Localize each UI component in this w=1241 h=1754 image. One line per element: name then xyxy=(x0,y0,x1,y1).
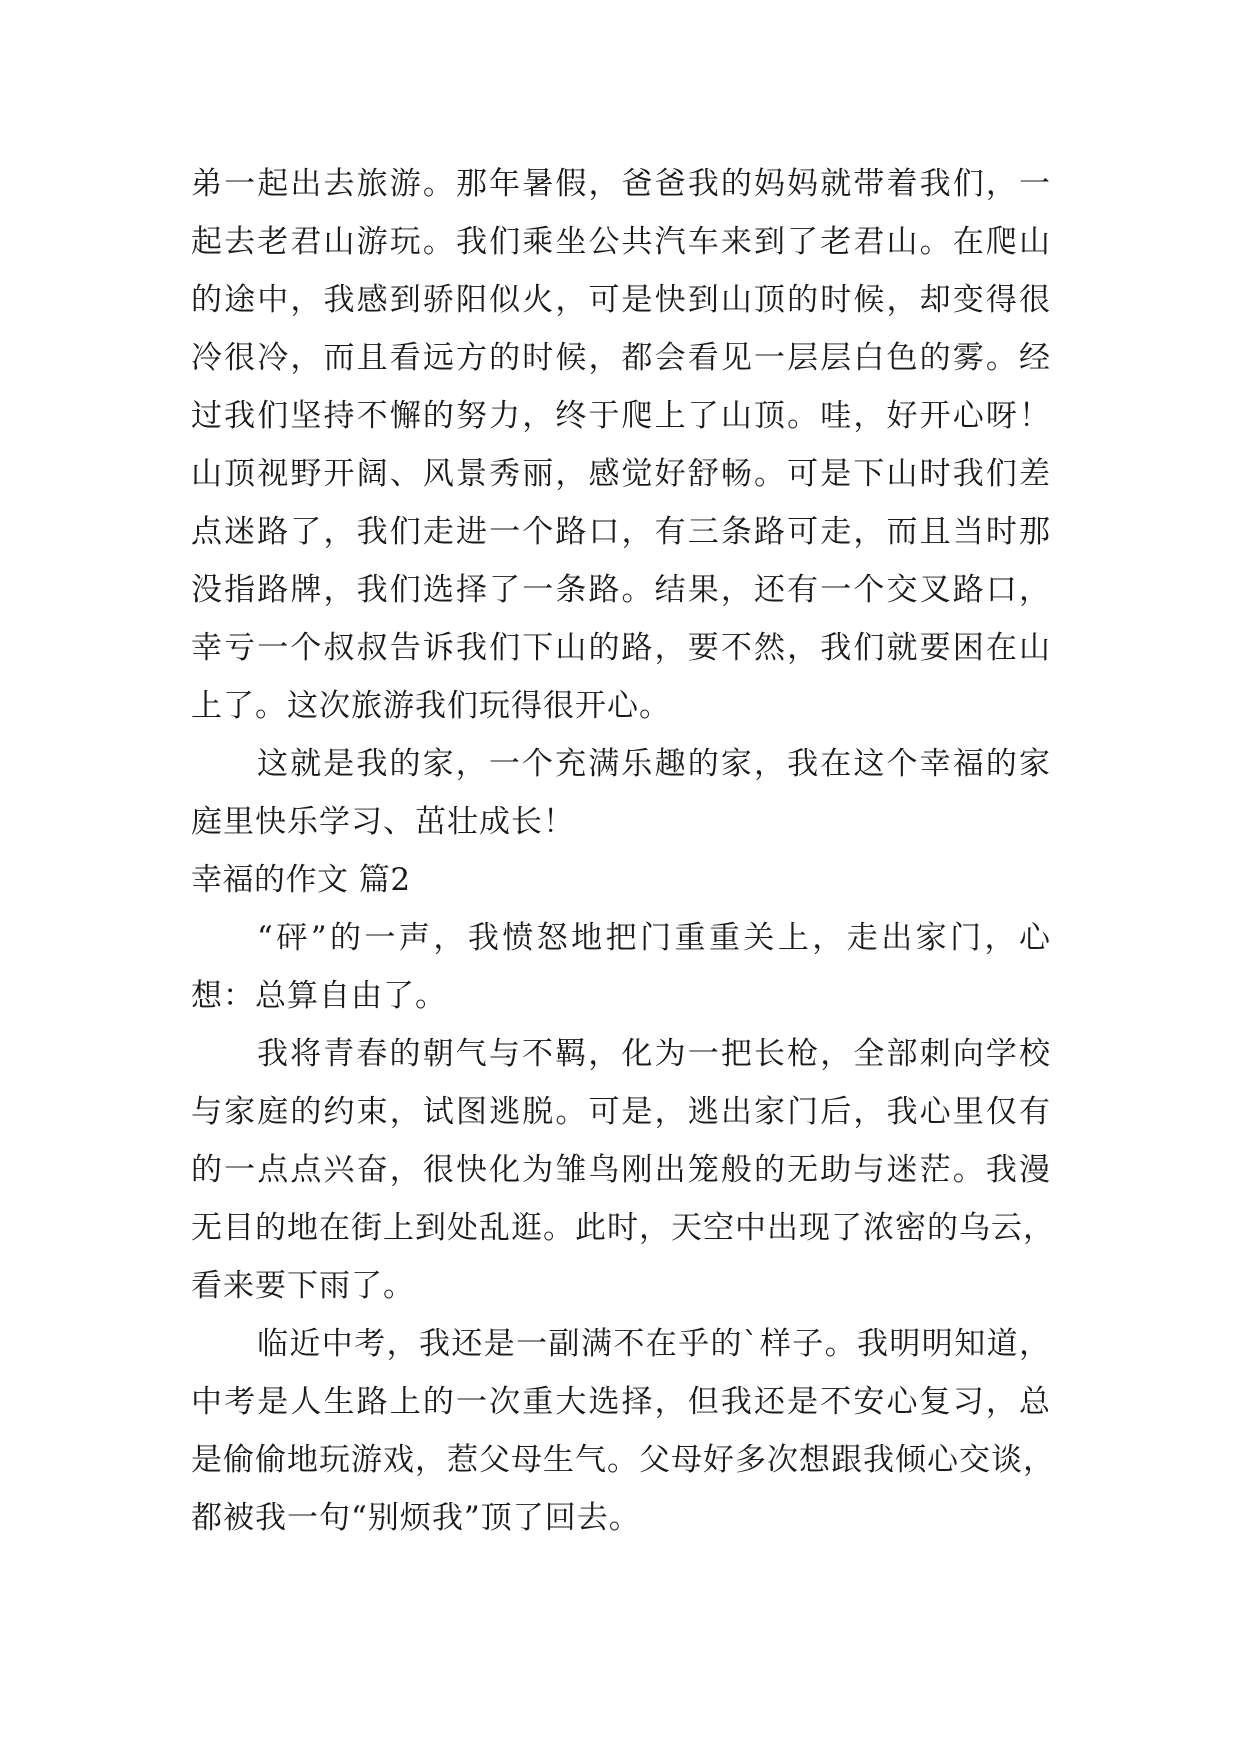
text-line: 点迷路了，我们走进一个路口，有三条路可走，而且当时那 xyxy=(191,514,1051,550)
text-line: 冷很冷，而且看远方的时候，都会看见一层层白色的雾。经 xyxy=(191,340,1051,376)
text-line: 过我们坚持不懈的努力，终于爬上了山顶。哇，好开心呀！ xyxy=(191,398,1051,434)
text-line: 与家庭的约束，试图逃脱。可是，逃出家门后，我心里仅有 xyxy=(191,1094,1051,1130)
text-line: 幸亏一个叔叔告诉我们下山的路，要不然，我们就要困在山 xyxy=(191,630,1051,666)
text-line: 我将青春的朝气与不羁，化为一把长枪，全部刺向学校 xyxy=(257,1036,1051,1072)
text-line: 庭里快乐学习、茁壮成长！ xyxy=(191,804,575,840)
text-line: 中考是人生路上的一次重大选择，但我还是不安心复习，总 xyxy=(191,1384,1051,1420)
text-line: 是偷偷地玩游戏，惹父母生气。父母好多次想跟我倾心交谈， xyxy=(191,1442,1055,1478)
text-line: 没指路牌，我们选择了一条路。结果，还有一个交叉路口， xyxy=(191,572,1051,608)
text-line: 上了。这次旅游我们玩得很开心。 xyxy=(191,688,671,724)
text-line: 看来要下雨了。 xyxy=(191,1268,415,1304)
text-line: “砰”的一声，我愤怒地把门重重关上，走出家门，心 xyxy=(257,920,1051,956)
text-line: 临近中考，我还是一副满不在乎的`样子。我明明知道， xyxy=(257,1326,1051,1362)
text-line: 的一点点兴奋，很快化为雏鸟刚出笼般的无助与迷茫。我漫 xyxy=(191,1152,1051,1188)
text-line: 起去老君山游玩。我们乘坐公共汽车来到了老君山。在爬山 xyxy=(191,224,1051,260)
text-line: 山顶视野开阔、风景秀丽，感觉好舒畅。可是下山时我们差 xyxy=(191,456,1051,492)
section-heading: 幸福的作文 篇2 xyxy=(191,862,411,898)
text-line: 想：总算自由了。 xyxy=(191,978,447,1014)
text-line: 这就是我的家，一个充满乐趣的家，我在这个幸福的家 xyxy=(257,746,1051,782)
text-line: 都被我一句“别烦我”顶了回去。 xyxy=(191,1500,641,1536)
text-line: 弟一起出去旅游。那年暑假，爸爸我的妈妈就带着我们，一 xyxy=(191,166,1051,202)
text-line: 无目的地在街上到处乱逛。此时，天空中出现了浓密的乌云， xyxy=(191,1210,1055,1246)
document-body xyxy=(191,155,1055,1547)
text-line: 的途中，我感到骄阳似火，可是快到山顶的时候，却变得很 xyxy=(191,282,1051,318)
